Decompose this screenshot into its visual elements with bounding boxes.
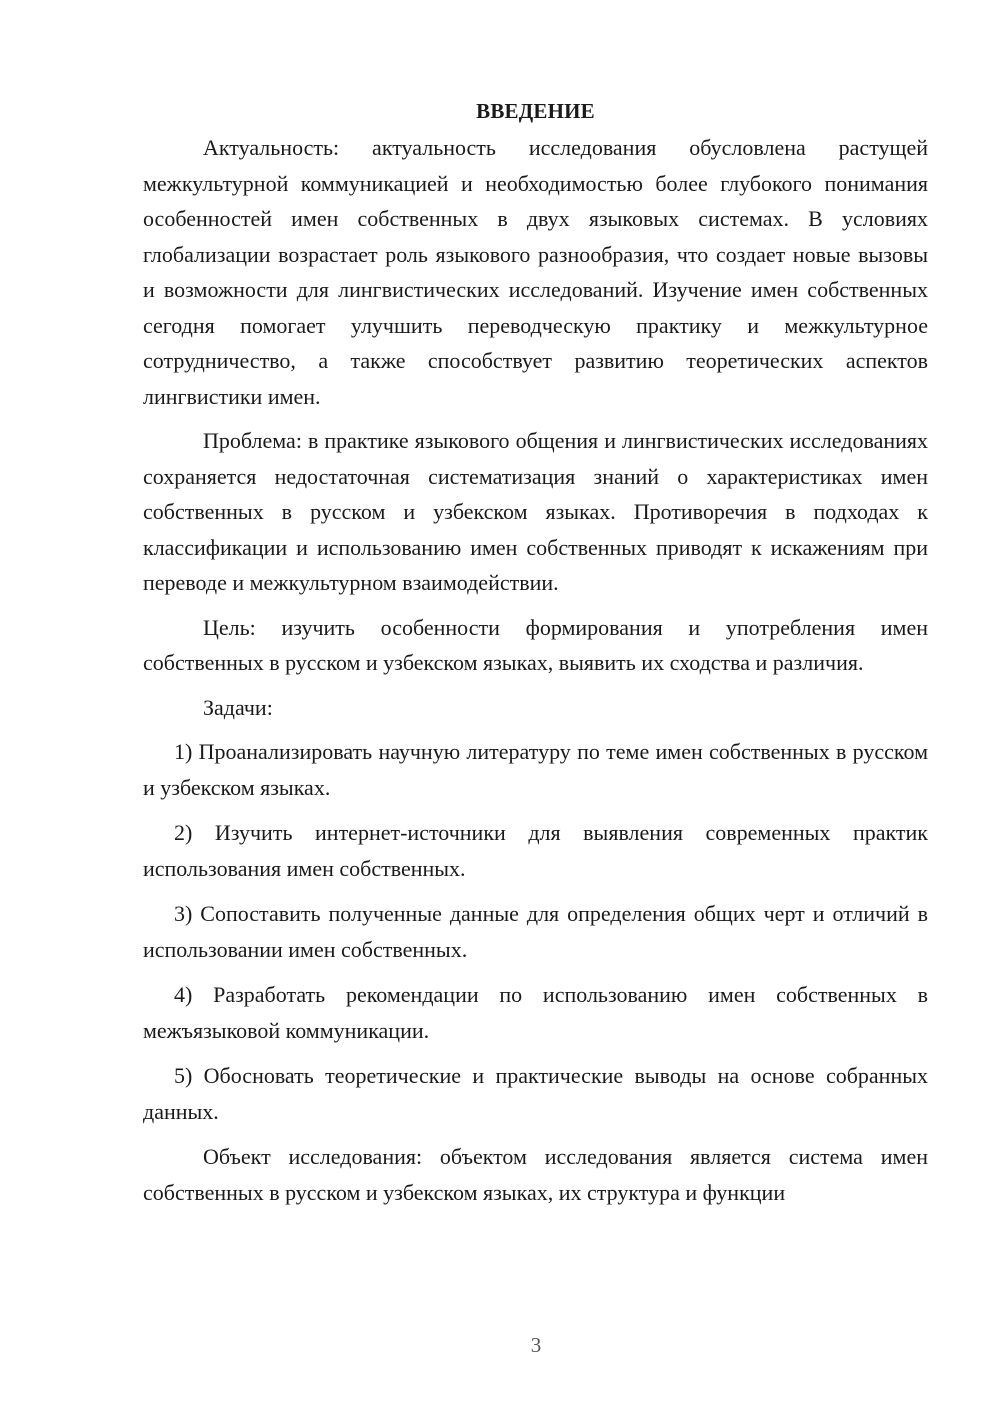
task-item: 3) Сопоставить полученные данные для определения общих черт и отличий в использовании имен собственных.	[143, 901, 928, 962]
object-paragraph: Объект исследования: объектом исследования является система имен собственных в русском и узбекском языках, их структура и функции	[143, 1144, 928, 1205]
problem-paragraph: Проблема: в практике языкового общения и лингвистических исследованиях сохраняется недостаточная систематизация знаний о характеристиках имен собственных в русском и узбекском языках. Противоречия в подходах к классификации и использованию имен собственных приводят к искажениям при переводе и межкультурном взаимодействии.	[143, 428, 928, 595]
relevance-paragraph: Актуальность: актуальность исследования обусловлена растущей межкультурной коммуникацией и необходимостью более глубокого понимания особенностей имен собственных в двух языковых системах. В условиях глобализации возрастает роль языкового разнообразия, что создает новые вызовы и возможности для лингвистических исследований. Изучение имен собственных сегодня помогает улучшить переводческую практику и межкультурное сотрудничество, а также способствует развитию теоретических аспектов лингвистики имен.	[143, 135, 928, 409]
task-item: 2) Изучить интернет-источники для выявления современных практик использования имен собственных.	[143, 820, 928, 881]
task-item: 1) Проанализировать научную литературу по теме имен собственных в русском и узбекском языках.	[143, 739, 928, 800]
task-item: 4) Разработать рекомендации по использованию имен собственных в межъязыковой коммуникации.	[143, 982, 928, 1043]
section-title: ВВЕДЕНИЕ	[476, 99, 595, 123]
document-page	[143, 96, 928, 1219]
goal-paragraph: Цель: изучить особенности формирования и употребления имен собственных в русском и узбекском языках, выявить их сходства и различия.	[143, 614, 928, 675]
tasks-heading: Задачи:	[203, 694, 273, 720]
task-item: 5) Обосновать теоретические и практические выводы на основе собранных данных.	[143, 1063, 928, 1124]
page-number: 3	[530, 1333, 542, 1357]
